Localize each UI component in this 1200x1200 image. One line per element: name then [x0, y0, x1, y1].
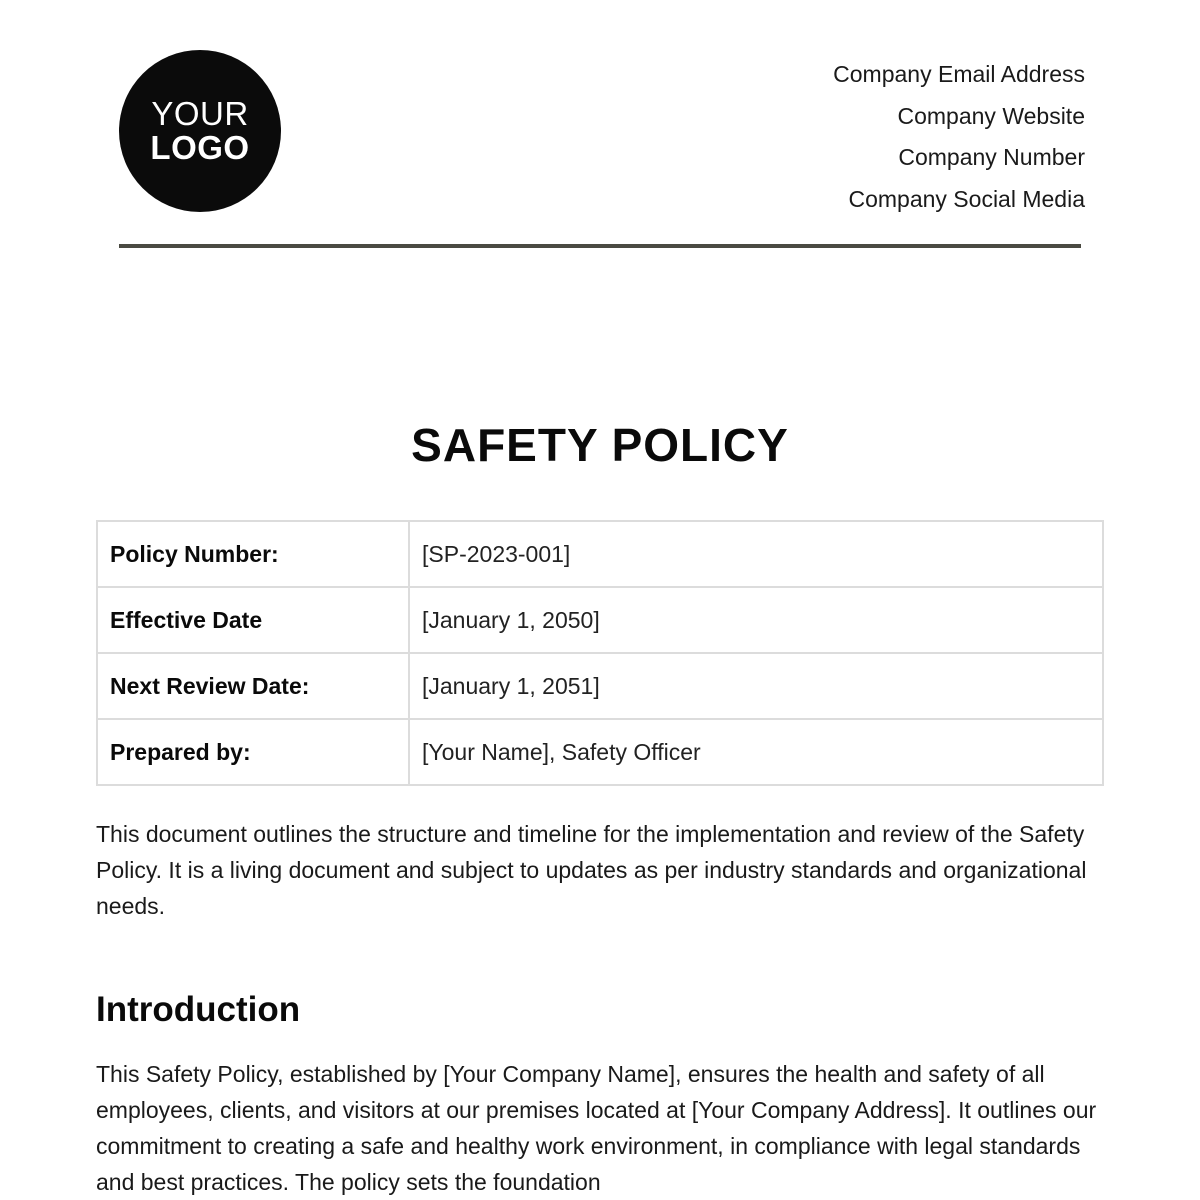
effective-date-label: Effective Date	[97, 587, 409, 653]
policy-number-label: Policy Number:	[97, 521, 409, 587]
introduction-heading: Introduction	[96, 990, 301, 1029]
company-contact-block	[833, 54, 1085, 220]
company-logo	[119, 50, 281, 212]
intro-paragraph: This document outlines the structure and timeline for the implementation and review of the Safety Policy. It is a living document and subject to updates as per industry standards and organizational needs.	[96, 821, 1087, 919]
prepared-by-label: Prepared by:	[97, 719, 409, 785]
prepared-by-value: [Your Name], Safety Officer	[409, 719, 1103, 785]
header-divider	[119, 244, 1081, 248]
company-number: Company Number	[898, 144, 1085, 170]
policy-meta-table	[96, 520, 1104, 786]
introduction-body: This Safety Policy, established by [Your Company Name], ensures the health and safety of all employees, clients, and visitors at our premises located at [Your Company Address]. It outlines our commitment to creating a safe and healthy work environment, in compliance with legal standards and best practices. The policy sets the foundation	[96, 1061, 1097, 1195]
policy-number-value: [SP-2023-001]	[409, 521, 1103, 587]
document-title: SAFETY POLICY	[411, 419, 789, 471]
table-row	[97, 719, 1103, 785]
logo-text-your: YOUR	[151, 95, 249, 132]
logo-text-logo: LOGO	[150, 129, 250, 166]
table-row	[97, 587, 1103, 653]
table-row	[97, 653, 1103, 719]
next-review-date-value: [January 1, 2051]	[409, 653, 1103, 719]
company-website: Company Website	[897, 102, 1085, 129]
effective-date-value: [January 1, 2050]	[409, 587, 1103, 653]
table-row	[97, 521, 1103, 587]
company-email: Company Email Address	[833, 61, 1085, 87]
company-social-media: Company Social Media	[848, 185, 1085, 212]
next-review-date-label: Next Review Date:	[97, 653, 409, 719]
